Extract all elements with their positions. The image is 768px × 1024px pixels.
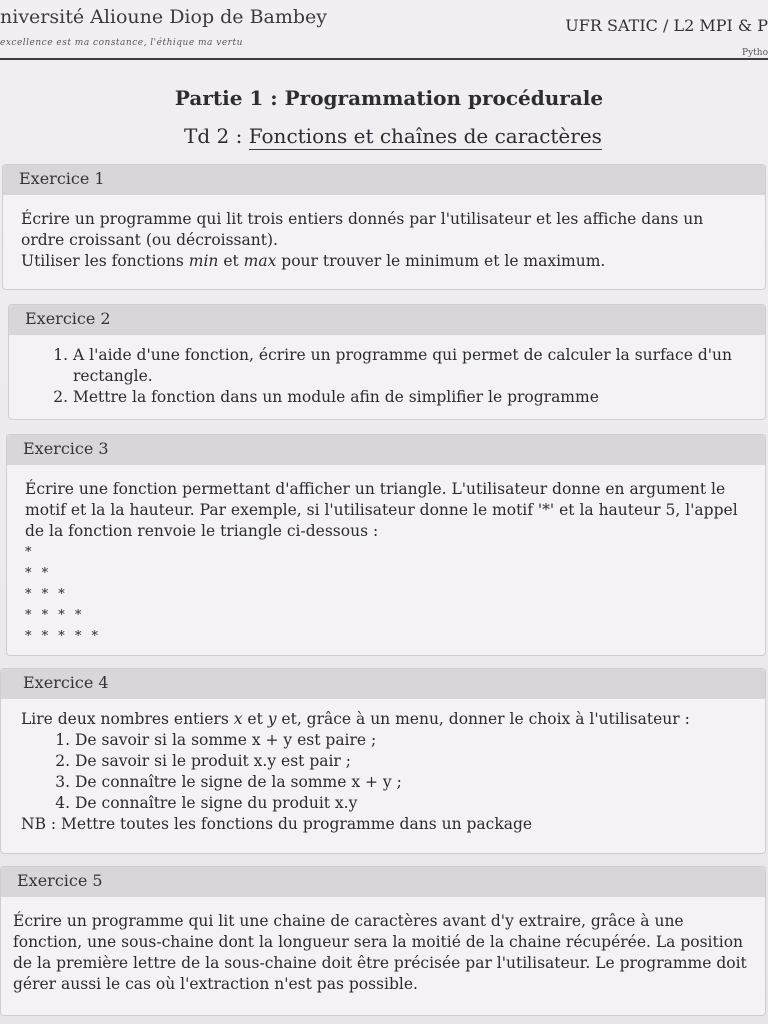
exercise-5-title: Exercice 5	[1, 867, 765, 897]
list-item: 4. De connaître le signe du produit x.y	[75, 793, 749, 814]
exercise-4-list	[21, 730, 749, 814]
list-item: 1. A l'aide d'une fonction, écrire un programme qui permet de calculer la surface d'un rectangle.	[73, 345, 749, 387]
exercise-2	[8, 304, 766, 420]
university-motto: excellence est ma constance, l'éthique ma vertu	[0, 38, 243, 48]
exercise-3	[6, 434, 766, 656]
td-title-underlined: Fonctions et chaînes de caractères	[248, 124, 602, 148]
exercise-1-title: Exercice 1	[3, 165, 765, 195]
list-item: 2. De savoir si le produit x.y est pair ;	[75, 751, 749, 772]
course-info: UFR SATIC / L2 MPI & P	[565, 16, 768, 35]
university-name: niversité Alioune Diop de Bambey	[0, 6, 328, 28]
td-title-prefix: Td 2 :	[184, 124, 249, 148]
exercise-4-note: NB : Mettre toutes les fonctions du programme dans un package	[21, 815, 533, 833]
header-rule	[0, 58, 768, 60]
exercise-1	[2, 164, 766, 290]
exercise-3-statement: Écrire une fonction permettant d'afficher un triangle. L'utilisateur donne en argument le motif et la la hauteur. Par exemple, si l'utilisateur donne le motif '*' et la hauteur 5, l'appel de la fonction renvoie le triangle ci-dessous :	[25, 480, 738, 540]
triangle-row-2: * *	[25, 566, 52, 581]
td-title	[0, 124, 768, 148]
exercise-3-title: Exercice 3	[7, 435, 765, 465]
exercise-2-title: Exercice 2	[9, 305, 765, 335]
exercise-4-intro: Lire deux nombres entiers x et y et, grâce à un menu, donner le choix à l'utilisateur :	[21, 710, 690, 728]
subject-label: Pytho	[742, 48, 768, 58]
list-item: 3. De connaître le signe de la somme x + y ;	[75, 772, 749, 793]
exercise-4-title: Exercice 4	[1, 669, 765, 699]
part-title: Partie 1 : Programmation procédurale	[174, 86, 604, 110]
exercise-2-list	[27, 345, 749, 408]
exercise-1-hint: Utiliser les fonctions min et max pour trouver le minimum et le maximum.	[21, 252, 606, 270]
list-item: 2. Mettre la fonction dans un module afin de simplifier le programme	[73, 387, 749, 408]
triangle-row-5: * * * * *	[25, 629, 102, 644]
exercise-4	[0, 668, 766, 854]
triangle-row-1: *	[25, 545, 35, 560]
exercise-5	[0, 866, 766, 1016]
exercise-1-statement: Écrire un programme qui lit trois entiers donnés par l'utilisateur et les affiche dans un ordre croissant (ou décroissant).	[21, 210, 704, 249]
triangle-row-3: * * *	[25, 587, 68, 602]
triangle-row-4: * * * *	[25, 608, 85, 623]
exercise-5-statement: Écrire un programme qui lit une chaine de caractères avant d'y extraire, grâce à une fonction, une sous-chaine dont la longueur sera la moitié de la chaine récupérée. La position de la première lettre de la sous-chaine doit être précisée par l'utilisateur. Le programme doit gérer aussi le cas où l'extraction n'est pas possible.	[13, 912, 747, 993]
list-item: 1. De savoir si la somme x + y est paire ;	[75, 730, 749, 751]
